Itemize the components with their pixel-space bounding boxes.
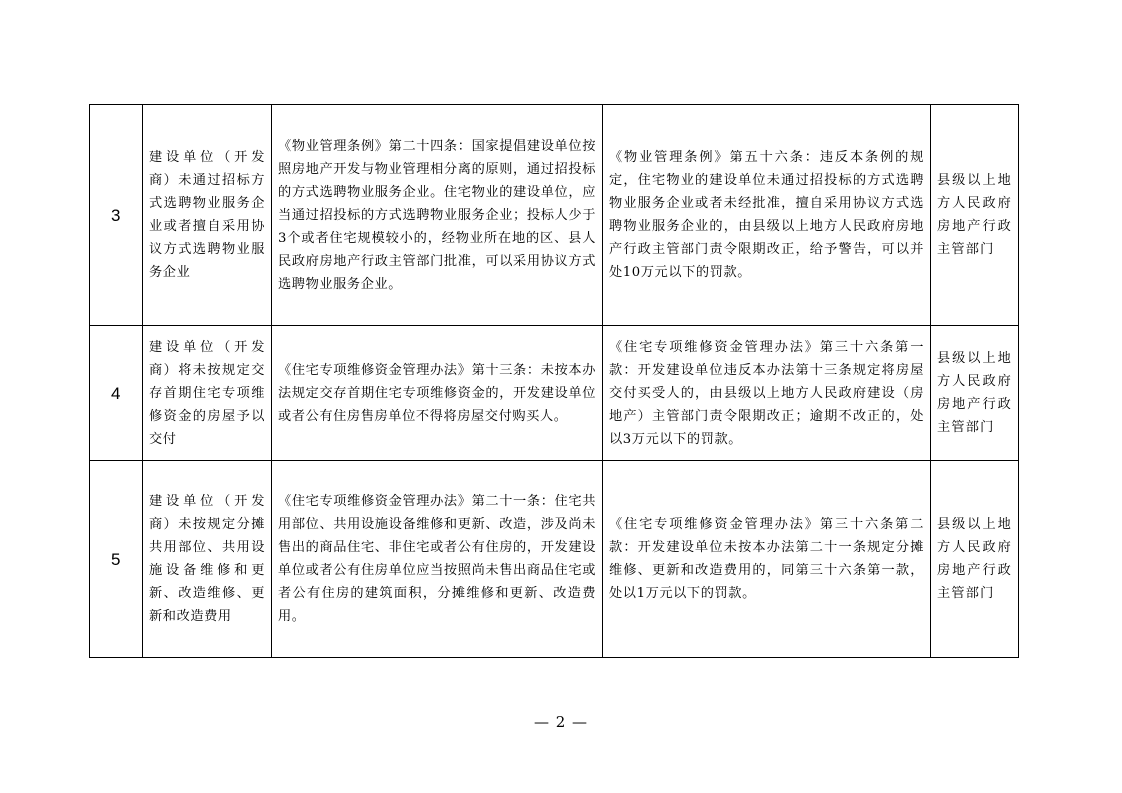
legal-basis-cell: 《住宅专项维修资金管理办法》第十三条：未按本办法规定交存首期住宅专项维修资金的，开发建设单位或者公有住房售房单位不得将房屋交付购买人。	[272, 326, 603, 461]
table-row	[90, 461, 1019, 658]
penalty-basis-cell: 《住宅专项维修资金管理办法》第三十六条第二款：开发建设单位未按本办法第二十一条规定分摊维修、更新和改造费用的，同第三十六条第一款，处以1万元以下的罚款。	[603, 461, 931, 658]
regulation-table	[89, 104, 1019, 658]
penalty-basis-cell: 《住宅专项维修资金管理办法》第三十六条第一款：开发建设单位违反本办法第十三条规定将房屋交付买受人的，由县级以上地方人民政府建设（房地产）主管部门责令限期改正；逾期不改正的，处以3万元以下的罚款。	[603, 326, 931, 461]
violation-behavior-cell: 建设单位（开发商）将未按规定交存首期住宅专项维修资金的房屋予以交付	[143, 326, 272, 461]
table-row	[90, 105, 1019, 326]
legal-basis-cell: 《物业管理条例》第二十四条：国家提倡建设单位按照房地产开发与物业管理相分离的原则，通过招投标的方式选聘物业服务企业。住宅物业的建设单位，应当通过招投标的方式选聘物业服务企业；投标人少于3个或者住宅规模较小的，经物业所在地的区、县人民政府房地产行政主管部门批准，可以采用协议方式选聘物业服务企业。	[272, 105, 603, 326]
enforcement-department-cell: 县级以上地方人民政府房地产行政主管部门	[931, 461, 1019, 658]
row-number: 3	[90, 105, 143, 326]
penalty-basis-cell: 《物业管理条例》第五十六条：违反本条例的规定，住宅物业的建设单位未通过招投标的方式选聘物业服务企业或者未经批准，擅自采用协议方式选聘物业服务企业的，由县级以上地方人民政府房地产行政主管部门责令限期改正，给予警告，可以并处10万元以下的罚款。	[603, 105, 931, 326]
row-number: 5	[90, 461, 143, 658]
violation-behavior-cell: 建设单位（开发商）未通过招标方式选聘物业服务企业或者擅自采用协议方式选聘物业服务企业	[143, 105, 272, 326]
page-number: — 2 —	[533, 713, 589, 731]
table-row	[90, 326, 1019, 461]
enforcement-department-cell: 县级以上地方人民政府房地产行政主管部门	[931, 326, 1019, 461]
legal-basis-cell: 《住宅专项维修资金管理办法》第二十一条：住宅共用部位、共用设施设备维修和更新、改造，涉及尚未售出的商品住宅、非住宅或者公有住房的，开发建设单位或者公有住房单位应当按照尚未售出商品住宅或者公有住房的建筑面积，分摊维修和更新、改造费用。	[272, 461, 603, 658]
row-number: 4	[90, 326, 143, 461]
violation-behavior-cell: 建设单位（开发商）未按规定分摊共用部位、共用设施设备维修和更新、改造维修、更新和改造费用	[143, 461, 272, 658]
enforcement-department-cell: 县级以上地方人民政府房地产行政主管部门	[931, 105, 1019, 326]
